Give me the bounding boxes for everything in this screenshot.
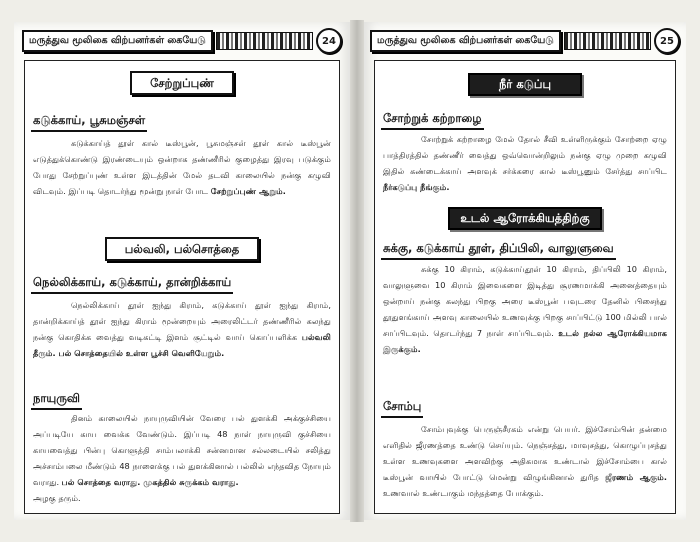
header-title: மருத்துவ மூலிகை விற்பனர்கள் கையேடு: [370, 30, 561, 52]
section-paragraph: சோம்புவுக்கு பெருஞ்சீரகம் என்று பெயர். இச்சோம்பின் தன்மை எளிதில் ஜீரணத்தை உண்டு செய்யும். நெஞ்சத்து, மாவுசத்து, கொழுப்புசத்து உள்ள உணவுகளை அளவிற்கு அதிகமாக உண்டால் இச்சோம்பை கால் டீஸ்பூன் வாயில் போட்டு மென்று விழுங்கினால் துரித ஜீரணம் ஆகும். உணவால் உண்டாகும் மந்தத்தை போக்கும்.: [383, 424, 667, 498]
section-paragraph: நெல்லிக்காய் தூள் ஐந்து கிராம், கடுக்காய் தூள் ஐந்து கிராம், தான்றிக்காய்த் தூள் ஐந்து கிராம் மூன்றையும் அரைலிட்டர் தண்ணீரில் கலந்து நன்கு கொதிக்க வைத்து வடிகட்டி இளம் சூட்டில் வாய் கொப்பளிக்க பல்வலி தீரும். பல் சொத்தையில் உள்ள பூச்சி வெளியேறும்.: [33, 300, 331, 358]
section-subheading: சோற்றுக் கற்றாழை: [381, 111, 484, 130]
section-paragraph: சுக்கு 10 கிராம், கடுக்காய்தூள் 10 கிராம், திப்பிலி 10 கிராம், வாலுளுவை 10 கிராம் இவைகளை இடித்து சூரணமாக்கி அனைத்தையும் ஒன்றாய் நன்கு கலந்து பிறகு அரை டீஸ்பூன் பவுடரை தேனில் பிசைந்து தூதுளங்காய் அளவு காலையில் உணவுக்கு பிறகு சாப்பிட்டு 100 மில்லி பால் சாப்பிடவும். தொடர்ந்து 7 நாள் சாப்பிடவும். உடல் நல்ல ஆரோக்கியமாக இருக்கும்.: [383, 264, 668, 354]
section-title: சேற்றுப்புண்: [130, 71, 234, 95]
page-number: 24: [316, 28, 342, 54]
section-paragraph: கடுக்காய்த் தூள் கால் டீஸ்பூன், பூசுமஞ்சள் தூள் கால் டீஸ்பூன் எடுத்துக்கொண்டு இரண்டையும் ஒன்றாக தண்ணீரில் குழைத்து இரவு படுக்கும் போது சேற்றுப்புண் உள்ள இடத்தின் மேல் தடவி காலையில் நன்கு கழுவி விடவும். இப்படி தொடர்ந்து மூன்று நாள் போட சேற்றுப்புண் ஆறும்.: [33, 138, 331, 196]
book-gutter: [350, 20, 364, 522]
right-page-header: [370, 28, 680, 54]
section-subheading: நெல்லிக்காய், கடுக்காய், தான்றிக்காய்: [31, 275, 233, 294]
section-paragraph: சோற்றுக் கற்றாழை மேல் தோல் சீவி உள்ளிருக்கும் சோற்றை ஏழு பாத்திரத்தில் தண்ணீர் வைத்து ஒவ்வொன்றிலும் நன்கு ஏழு முறை கழுவி இதில் கண்டைக்காய் அளவுக் சர்க்கரை கால் டீஸ்பூனும் சேர்த்து சாப்பிட நீர்கடுப்பு நீங்கும்.: [383, 134, 667, 192]
section-subheading: நாயுருவி: [31, 391, 82, 410]
page-number: 25: [654, 28, 680, 54]
header-decor-bar: [564, 32, 651, 50]
left-page-header: [22, 28, 342, 54]
right-page: [364, 22, 686, 520]
section-subheading: சுக்கு, கடுக்காய் தூள், திப்பிலி, வாலுளுவை: [381, 241, 616, 260]
section-paragraph: தினம் காலையில் நாயுருவியின் வேரை பல் துளக்கி அக்குச்சியை அப்படியே காய வைக்க வேண்டும். இப்படி 48 நாள் நாயுருவி குச்சியை காயவைத்து பின்பு கொளுத்தி சாம்பலாக்கி சன்னமான சல்லடையில் சலித்து அச்சாம்பலை மீண்டும் 48 நாளைக்கு பல் துளக்கினால் பல்லில் எந்தவித நோயும் வராது. பல் சொத்தை வராது. முகத்தில் சுருக்கம் வராது. அழகு தரும்.: [33, 413, 331, 503]
section-title: நீர் கடுப்பு: [468, 73, 582, 96]
header-decor-bar: [216, 32, 313, 50]
header-title: மருத்துவ மூலிகை விற்பனர்கள் கையேடு: [22, 30, 213, 52]
section-subheading: கடுக்காய், பூசுமஞ்சள்: [31, 113, 147, 132]
section-title: பல்வலி, பல்சொத்தை: [105, 237, 259, 261]
right-content-frame: [374, 60, 676, 514]
section-title: உடல் ஆரோக்கியத்திற்கு: [448, 207, 602, 230]
left-content-frame: [24, 60, 340, 514]
section-subheading: சோம்பு: [381, 399, 423, 418]
left-page: [14, 22, 350, 520]
